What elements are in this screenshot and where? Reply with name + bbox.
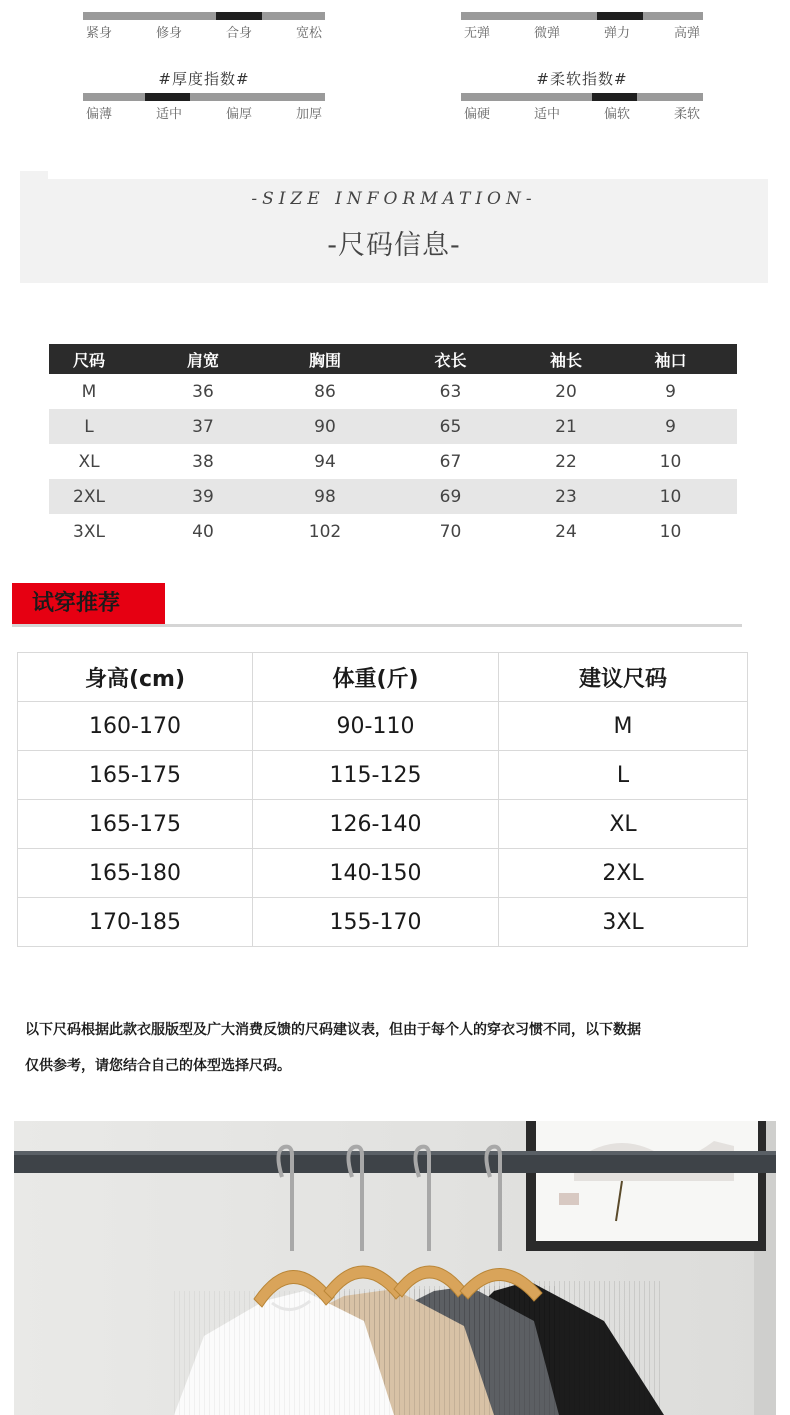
size-table-cell: 70 xyxy=(439,521,462,542)
recommendation-cell: 165-175 xyxy=(18,800,253,849)
size-table-cell: 20 xyxy=(555,381,577,402)
recommendation-cell: 160-170 xyxy=(18,702,253,751)
thickness-option: 偏厚 xyxy=(225,107,252,122)
size-table-cell: XL xyxy=(78,451,100,472)
size-information-chinese-title: -尺码信息- xyxy=(327,230,461,261)
size-information-english-title: -SIZE INFORMATION- xyxy=(251,189,537,209)
softness-option: 适中 xyxy=(533,107,560,122)
fit-index-selected-segment xyxy=(216,12,262,20)
size-table-cell: 3XL xyxy=(73,521,105,542)
thickness-index-selected-segment xyxy=(145,93,190,101)
size-table-cell: 69 xyxy=(439,486,462,507)
size-table-cell: 38 xyxy=(192,451,214,472)
size-table-cell: 10 xyxy=(659,521,682,542)
size-table-cell: 9 xyxy=(665,416,676,437)
size-table-cell: 63 xyxy=(439,381,462,402)
size-note xyxy=(25,1012,765,1084)
size-table-cell: 36 xyxy=(192,381,214,402)
thickness-option: 加厚 xyxy=(295,107,322,122)
size-table-cell: 2XL xyxy=(73,486,105,507)
size-table-cell: 39 xyxy=(192,486,214,507)
thickness-option: 偏薄 xyxy=(86,107,113,122)
size-table-cell: 10 xyxy=(659,486,682,507)
recommendation-cell: 126-140 xyxy=(253,800,499,849)
softness-index-options xyxy=(461,107,703,123)
size-note-line: 仅供参考，请您结合自己的体型选择尺码。 xyxy=(25,1058,291,1074)
wall-picture-frame xyxy=(526,1121,766,1251)
recommendation-header-cell: 体重(斤) xyxy=(253,653,499,702)
thickness-index-options xyxy=(83,107,325,123)
recommendation-row xyxy=(18,898,748,947)
product-photo xyxy=(14,1121,776,1415)
size-table-header-cell: 肩宽 xyxy=(186,350,219,370)
recommendation-header-cell: 建议尺码 xyxy=(499,653,748,702)
recommendation-cell: 2XL xyxy=(499,849,748,898)
product-photo-illustration xyxy=(14,1121,776,1415)
recommendation-cell: L xyxy=(499,751,748,800)
elasticity-index-options xyxy=(461,26,703,42)
size-table-row xyxy=(49,374,737,409)
recommendation-cell: XL xyxy=(499,800,748,849)
size-table-cell: 9 xyxy=(665,381,676,402)
size-information-banner xyxy=(20,171,768,283)
elasticity-option: 无弹 xyxy=(464,26,491,41)
recommendation-cell: 90-110 xyxy=(253,702,499,751)
size-table-cell: 37 xyxy=(192,416,214,437)
recommendation-cell: 3XL xyxy=(499,898,748,947)
recommendation-row xyxy=(18,751,748,800)
softness-index-title: #柔软指数# xyxy=(536,70,628,88)
recommendation-row xyxy=(18,702,748,751)
size-table-header-cell: 尺码 xyxy=(72,350,105,370)
size-note-line: 以下尺码根据此款衣服版型及广大消费反馈的尺码建议表，但由于每个人的穿衣习惯不同，以下数据 xyxy=(25,1022,641,1038)
size-table-cell: 23 xyxy=(555,486,577,507)
try-on-recommendation-label: 试穿推荐 xyxy=(12,583,165,625)
recommendation-cell: 165-180 xyxy=(18,849,253,898)
fit-option: 宽松 xyxy=(295,26,322,41)
size-table-row xyxy=(49,479,737,514)
fit-index-options xyxy=(83,26,325,42)
size-table-cell: 22 xyxy=(555,451,577,472)
recommendation-cell: 115-125 xyxy=(253,751,499,800)
thickness-index-title: #厚度指数# xyxy=(158,70,250,88)
elasticity-option: 高弹 xyxy=(673,26,700,41)
size-table-header-cell: 袖长 xyxy=(549,350,582,370)
fit-index-bar xyxy=(83,12,325,20)
size-table-cell: 65 xyxy=(439,416,462,437)
recommendation-cell: 155-170 xyxy=(253,898,499,947)
size-table-cell: 24 xyxy=(555,521,577,542)
size-table-row xyxy=(49,444,737,479)
size-table-header-cell: 衣长 xyxy=(434,350,467,370)
recommendation-row xyxy=(18,800,748,849)
softness-index-selected-segment xyxy=(592,93,637,101)
size-table-cell: M xyxy=(81,381,97,402)
size-table-header-cell: 胸围 xyxy=(308,350,341,370)
recommendation-header-cell: 身高(cm) xyxy=(18,653,253,702)
size-table-header-cell: 袖口 xyxy=(654,350,687,370)
size-table-cell: 102 xyxy=(308,521,342,542)
size-table-cell: L xyxy=(84,416,94,437)
softness-option: 偏硬 xyxy=(464,107,491,122)
size-table-cell: 94 xyxy=(314,451,336,472)
elasticity-option: 弹力 xyxy=(603,26,630,41)
softness-index-bar xyxy=(461,93,703,101)
size-table-cell: 40 xyxy=(192,521,214,542)
size-table-cell: 98 xyxy=(314,486,336,507)
softness-option: 柔软 xyxy=(673,107,700,122)
size-table-header xyxy=(49,344,737,374)
recommendation-cell: 140-150 xyxy=(253,849,499,898)
size-table xyxy=(49,344,737,549)
size-table-cell: 10 xyxy=(659,451,682,472)
size-table-cell: 67 xyxy=(439,451,462,472)
recommendation-cell: 170-185 xyxy=(18,898,253,947)
fit-option: 修身 xyxy=(155,26,182,41)
size-table-row xyxy=(49,409,737,444)
size-table-cell: 21 xyxy=(555,416,577,437)
recommendation-table-header xyxy=(18,653,748,702)
size-table-cell: 86 xyxy=(314,381,336,402)
softness-option: 偏软 xyxy=(603,107,630,122)
elasticity-index-selected-segment xyxy=(597,12,643,20)
recommendation-cell: M xyxy=(499,702,748,751)
recommendation-table xyxy=(17,652,748,947)
banner-top-divider xyxy=(48,171,768,179)
size-table-cell: 90 xyxy=(314,416,336,437)
size-table-row xyxy=(49,514,737,549)
elasticity-option: 微弹 xyxy=(533,26,560,41)
recommendation-divider xyxy=(12,624,742,627)
elasticity-index-bar xyxy=(461,12,703,20)
recommendation-cell: 165-175 xyxy=(18,751,253,800)
fit-option: 合身 xyxy=(225,26,252,41)
thickness-option: 适中 xyxy=(155,107,182,122)
thickness-index-bar xyxy=(83,93,325,101)
fit-option: 紧身 xyxy=(86,26,113,41)
recommendation-row xyxy=(18,849,748,898)
white-tshirt xyxy=(174,1291,394,1415)
